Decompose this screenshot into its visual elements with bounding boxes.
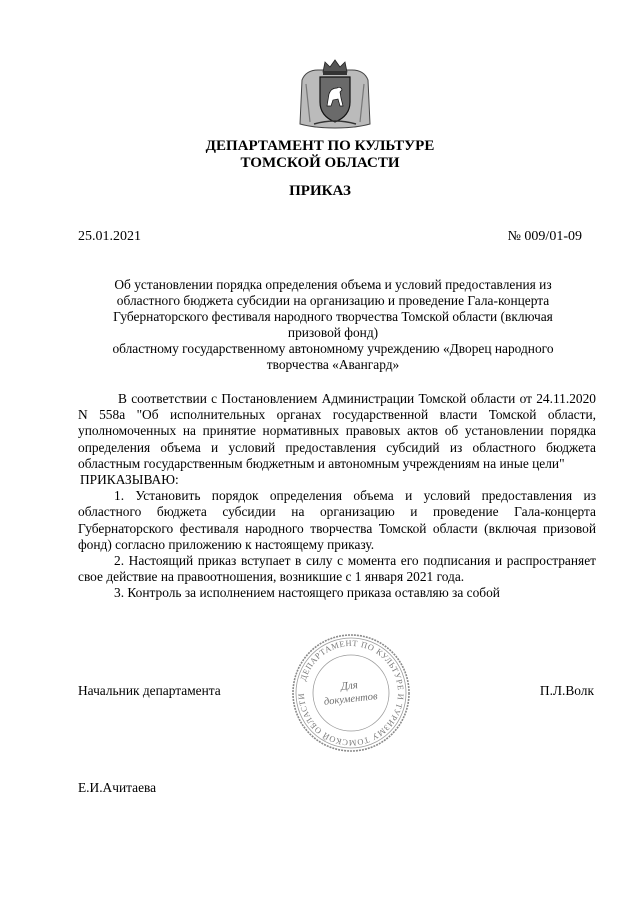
subject-line: призовой фонд)	[287, 325, 379, 340]
executor-name: Е.И.Ачитаева	[78, 780, 157, 795]
department-name-line1: ДЕПАРТАМЕНТ ПО КУЛЬТУРЕ	[205, 138, 435, 154]
document-type-title: ПРИКАЗ	[289, 183, 351, 199]
order-item-3: 3. Контроль за исполнением настоящего приказа оставляю за собой	[114, 585, 500, 601]
stamp-ring-text: ДЕПАРТАМЕНТ ПО КУЛЬТУРЕ И ТУРИЗМУ ТОМСКОЙ ОБЛАСТИ	[296, 638, 406, 748]
subject-line: областного бюджета субсидии на организацию и проведение Гала-концерта	[116, 293, 550, 308]
order-body	[78, 391, 596, 602]
subject-line: Об установлении порядка определения объема и условий предоставления из	[114, 277, 552, 292]
subject-line: творчества «Авангард»	[266, 357, 400, 372]
order-date: 25.01.2021	[78, 229, 141, 244]
stamp-center-line2: документов	[323, 691, 379, 708]
order-number: № 009/01-09	[507, 229, 582, 244]
order-subject	[90, 277, 576, 373]
signatory-position: Начальник департамента	[78, 683, 221, 698]
stamp-center-line1: Для	[340, 679, 359, 693]
signatory-name: П.Л.Волк	[539, 683, 594, 698]
order-item-1: 1. Установить порядок определения объема и условий предоставления из областного бюджета субсидии на организацию и проведение Гала-концерта Губернаторского фестиваля народного творчества Томской области (включая призовой фонд) согласно приложению к настоящему приказу.	[78, 488, 596, 552]
department-name-line2: ТОМСКОЙ ОБЛАСТИ	[240, 155, 400, 171]
official-stamp	[290, 632, 412, 754]
subject-line: областному государственному автономному учреждению «Дворец народного	[112, 341, 554, 356]
order-item-2: 2. Настоящий приказ вступает в силу с момента его подписания и распространяет свое действие на правоотношения, возникшие с 1 января 2021 года.	[78, 553, 596, 585]
coat-of-arms-icon	[296, 58, 374, 130]
subject-line: Губернаторского фестиваля народного творчества Томской области (включая	[113, 309, 553, 324]
preamble-paragraph: В соответствии с Постановлением Администрации Томской области от 24.11.2020 N 558а "Об исполнительных органах государственной власти Томской области, уполномоченных на принятие нормативных правовых актов об установлении порядка определения объема и условий предоставления субсидий из областного бюджета областным государственным бюджетным и автономным учреждениям на иные цели"	[78, 391, 596, 471]
order-directive-word: ПРИКАЗЫВАЮ:	[80, 472, 179, 488]
